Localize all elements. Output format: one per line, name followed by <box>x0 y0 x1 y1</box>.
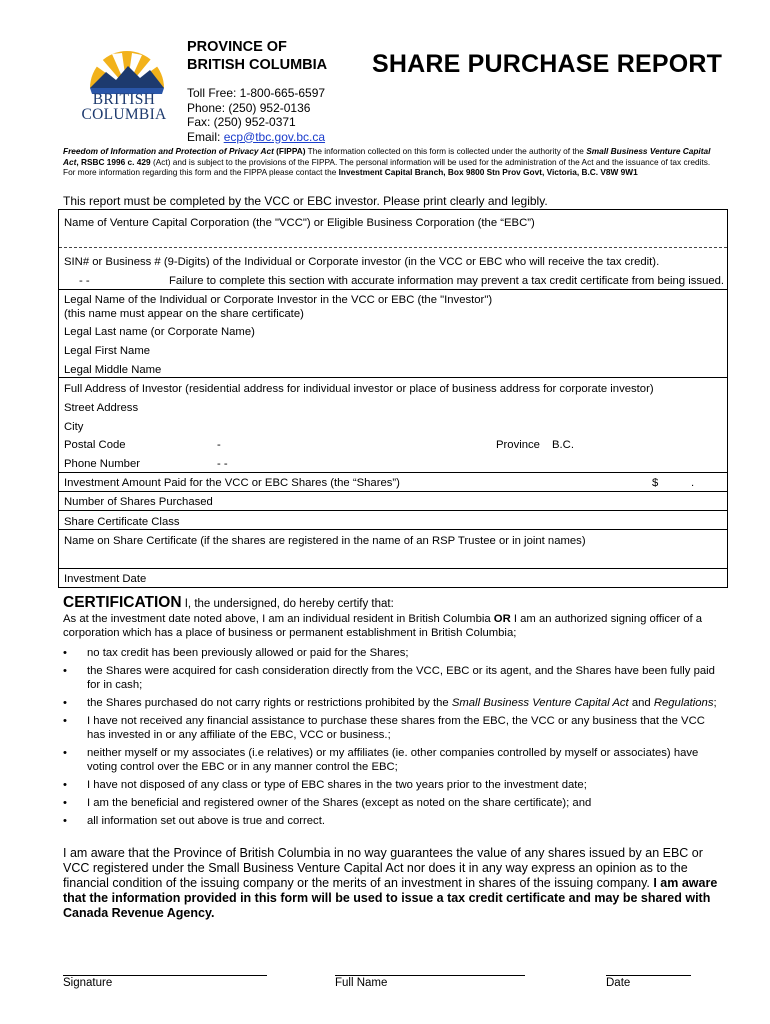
logo-text-line1: BRITISH <box>92 91 156 108</box>
investment-date-field[interactable]: Investment Date <box>64 573 147 585</box>
aware-bold-text: I am aware that the information provided in this form will be used to issue a tax credit certificate and may be shared with Canada Revenue Agency. <box>63 876 718 920</box>
legal-name-heading <box>64 293 492 321</box>
bullet-icon: • <box>63 715 67 727</box>
date-label: Date <box>606 977 631 989</box>
list-item <box>63 746 723 774</box>
fippa-abbr: (FIPPA) <box>273 146 306 156</box>
logo-text-line2: COLUMBIA <box>81 106 167 123</box>
cents-dot: . <box>691 477 695 489</box>
address-heading: Full Address of Investor (residential address for individual investor or place of business address for corporate investor) <box>64 383 654 395</box>
list-item <box>63 696 723 710</box>
province-label: Province <box>496 439 540 451</box>
divider <box>59 568 727 569</box>
legal-name-line1: Legal Name of the Individual or Corporate Investor in the VCC or EBC (the "Investor") <box>64 294 493 306</box>
certification-paragraph <box>63 612 723 640</box>
intro-instruction: This report must be completed by the VCC or EBC investor. Please print clearly and legibly. <box>63 194 548 208</box>
certification-list <box>63 646 723 832</box>
cert-bullet-text: the Shares were acquired for cash consideration directly from the VCC, EBC or its agent, and the Shares have been fully paid for in cash; <box>87 665 715 691</box>
city-field[interactable]: City <box>64 421 84 433</box>
list-item <box>63 664 723 692</box>
fippa-lead: Freedom of Information and Protection of Privacy Act <box>63 146 274 156</box>
logo-wordmark <box>74 92 174 122</box>
divider <box>59 472 727 473</box>
share-class-field[interactable]: Share Certificate Class <box>64 516 180 528</box>
phone: Phone: (250) 952-0136 <box>187 100 311 115</box>
amount-field[interactable]: Investment Amount Paid for the VCC or EBC Shares (the “Shares”) <box>64 477 400 489</box>
province-value: B.C. <box>552 439 574 451</box>
sin-dashes: - - <box>79 275 90 287</box>
cert-bullet-text: I have not received any financial assistance to purchase these shares from the EBC, the VCC or any business that the VCC has invested in or any affiliate of the EBC, VCC or business.; <box>87 715 705 741</box>
fippa-notice <box>63 146 713 178</box>
sin-warning: Failure to complete this section with accurate information may prevent a tax credit certificate from being issued. <box>169 275 725 287</box>
aware-text: I am aware that the Province of British Columbia in no way guarantees the value of any shares issued by an EBC or VCC registered under the Small Business Venture Capital Act nor does it in any way express an opinion as to the financial condition of the issuing company or the merits of an investment in shares of the issuing company. <box>63 846 703 890</box>
fax: Fax: (250) 952-0371 <box>187 115 296 129</box>
email-link[interactable]: ecp@tbc.gov.bc.ca <box>223 129 326 144</box>
cert-bullet-text: no tax credit has been previously allowed or paid for the Shares; <box>87 647 409 659</box>
postal-dash: - <box>217 439 221 451</box>
fippa-rsbc: , RSBC 1996 c. 429 <box>76 156 151 167</box>
list-item <box>63 714 723 742</box>
list-item <box>63 646 723 660</box>
cert-bullet-act: Small Business Venture Capital Act <box>451 697 629 709</box>
legal-name-line2: (this name must appear on the share certificate) <box>64 308 304 320</box>
certification-title: CERTIFICATION <box>63 594 182 611</box>
contact-block <box>187 86 325 144</box>
cert-para-b: I am an authorized signing officer of a corporation which has a place of business or permanent establishment in British Columbia; <box>63 613 703 639</box>
divider <box>59 377 727 378</box>
num-shares-field[interactable]: Number of Shares Purchased <box>64 496 213 508</box>
full-name-line[interactable] <box>335 975 525 976</box>
cert-para-a: As at the investment date noted above, I am an individual resident in British Columbia <box>63 613 494 625</box>
street-field[interactable]: Street Address <box>64 402 139 414</box>
cert-bullet-text: I am the beneficial and registered owner of the Shares (except as noted on the share certificate); and <box>87 797 592 809</box>
fippa-text1: The information collected on this form is collected under the authority of the <box>305 146 587 156</box>
phone-field[interactable]: Phone Number <box>64 458 140 470</box>
email-label: Email: <box>187 129 224 144</box>
bullet-icon: • <box>63 815 67 827</box>
cert-bullet-end: ; <box>713 697 717 709</box>
province-heading <box>187 38 327 74</box>
fippa-text2: (Act) and is subject to the provisions of the FIPPA. The personal information will be used for the administration of the Act and the issuance of tax credits. For more information regarding this form and the FIPPA please contact the <box>63 156 711 177</box>
cert-bullet-text: the Shares purchased do not carry rights or restrictions prohibited by the <box>87 697 452 709</box>
divider <box>59 510 727 511</box>
signature-label: Signature <box>63 977 113 989</box>
full-name-label: Full Name <box>335 977 388 989</box>
cert-bullet-text: all information set out above is true and correct. <box>87 815 325 827</box>
certification-heading <box>63 594 394 612</box>
province-line1: PROVINCE OF <box>187 39 287 55</box>
bullet-icon: • <box>63 797 67 809</box>
middle-name-field[interactable]: Legal Middle Name <box>64 364 162 376</box>
fippa-contact: Investment Capital Branch, Box 9800 Stn Prov Govt, Victoria, B.C. V8W 9W1 <box>338 167 638 177</box>
bullet-icon: • <box>63 647 67 659</box>
cert-bullet-regulations: Regulations <box>653 697 714 709</box>
list-item <box>63 814 723 828</box>
last-name-field[interactable]: Legal Last name (or Corporate Name) <box>64 326 255 338</box>
date-line[interactable] <box>606 975 691 976</box>
bullet-icon: • <box>63 779 67 791</box>
cert-para-or: OR <box>493 613 511 625</box>
toll-free: Toll Free: 1-800-665-6597 <box>187 86 326 100</box>
certification-subtitle: I, the undersigned, do hereby certify that: <box>181 598 394 610</box>
page-title: SHARE PURCHASE REPORT <box>372 50 723 78</box>
province-line2: BRITISH COLUMBIA <box>187 57 328 73</box>
cert-name-field[interactable]: Name on Share Certificate (if the shares are registered in the name of an RSP Trustee or in joint names) <box>64 535 586 547</box>
bullet-icon: • <box>63 665 67 677</box>
investor-form <box>58 209 728 588</box>
list-item <box>63 778 723 792</box>
divider <box>59 289 727 290</box>
cert-bullet-text: I have not disposed of any class or type of EBC shares in the two years prior to the investment date; <box>87 779 587 791</box>
vcc-name-field[interactable]: Name of Venture Capital Corporation (the "VCC") or Eligible Business Corporation (the “EBC”) <box>64 217 535 229</box>
postal-code-field[interactable]: Postal Code <box>64 439 126 451</box>
first-name-field[interactable]: Legal First Name <box>64 345 151 357</box>
cert-bullet-and: and <box>628 697 654 709</box>
signature-line[interactable] <box>63 975 267 976</box>
cert-bullet-text: neither myself or my associates (i.e relatives) or my affiliates (ie. other companies controlled by myself or associates) have voting control over the EBC or in any manner control the EBC; <box>87 747 699 773</box>
email-line <box>187 130 325 145</box>
fippa-act: Small Business Venture Capital Act <box>63 146 711 167</box>
divider <box>59 529 727 530</box>
bullet-icon: • <box>63 747 67 759</box>
bullet-icon: • <box>63 697 67 709</box>
divider <box>59 491 727 492</box>
awareness-statement <box>63 846 723 921</box>
dollar-sign: $ <box>652 477 659 489</box>
sin-field[interactable]: SIN# or Business # (9-Digits) of the Individual or Corporate investor (in the VCC or EBC who will receive the tax credit). <box>64 256 660 268</box>
list-item <box>63 796 723 810</box>
divider <box>59 247 727 248</box>
phone-dashes: - - <box>217 458 228 470</box>
